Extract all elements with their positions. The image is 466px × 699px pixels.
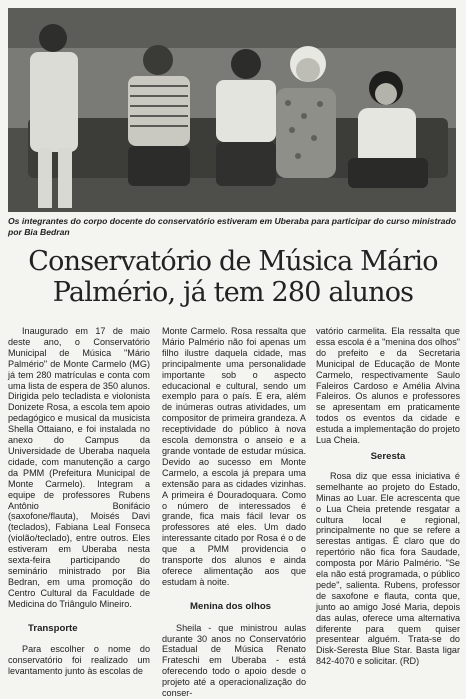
article-column-1 — [8, 326, 150, 677]
article-column-2 — [162, 326, 306, 699]
article-column-3 — [316, 326, 460, 667]
headline-line-2: Palmério, já tem 280 alunos — [52, 277, 414, 308]
group-photo-image — [8, 8, 456, 212]
news-photo — [8, 8, 456, 212]
article-paragraph: Inaugurado em 17 de maio deste ano, o Conservatório Municipal de Música "Mário Palmério" de Monte Carmelo (MG) já tem 280 matrículas e conta com uma lista de espera de 350 alunos. Dirigida pelo tecladista e violonista Donizete Rosa, a escola tem apoio pedagógico e musical da musicista Shella Ottaiano, e foi instalada no anexo do Campus da Universidade de Uberaba naquela cidade, com manutenção a cargo da PMM (Prefeitura Municipal de Monte Carmelo). Integram a equipe de professores Rubens Antônio Bonifácio (saxofone/flauta), Moisés Davi (teclados), Fabiana Leal Fonseca (violão/teclado), entre outros. Eles estiveram em Uberaba nesta sexta-feira participando do seminário ministrado por Bia Bedran, em uma promoção do Centro Cultural da Faculdade de Medicina do Triângulo Mineiro. — [8, 326, 150, 609]
article-paragraph: Para escolher o nome do conservatório foi realizado um levantamento junto às escolas de — [8, 644, 150, 677]
article-paragraph: Monte Carmelo. Rosa ressalta que Mário Palmério não foi apenas um filho ilustre daquela cidade, mas principalmente uma personalidade importante sob o aspecto educacional e cultural, sendo um exemplo para o país. E era, além de inúmeras outras atividades, um compositor de primeira grandeza. A receptividade do público à nova escola demonstra o anseio e a grande vontade de estudar música. Devido ao sucesso em Monte Carmelo, a escola já prepara uma extensão para as cidades vizinhas. A primeira é Douradoquara. Como o número de interessados é grande, fica mais fácil levar os professores até eles. Um dado interessante citado por Rosa é o de que a PMM providencia o transporte dos alunos e ainda oferece alimentação aos que estudam à noite. — [162, 326, 306, 587]
subheading-transporte: Transporte — [28, 622, 78, 634]
article-paragraph: Rosa diz que essa iniciativa é semelhante ao projeto do Estado, Minas ao Luar. Ele acrescenta que o Lua Cheia pretende resgatar a cultura local e regional, principalmente no que se refere a serestas antigas. É claro que do repertório não fica fora Saudade, composta por Mário Palmério. "Se ela não está programada, o público pede", salienta. Rubens, professor de saxofone e flauta, conta que, junto ao amigo José Maria, depois das aulas, oferece uma alternativa diferente para quem quiser presentear alguém. Trata-se do Disk-Seresta Blue Star. Basta ligar 842-4070 e solicitar. (RD) — [316, 470, 460, 667]
article-paragraph: Sheila - que ministrou aulas durante 30 anos no Conservatório Estadual de Música Renato Frateschi em Uberaba - está oferecendo todo o apoio desde o projeto até a operacionalização do conser- — [162, 622, 306, 699]
subheading-seresta: Seresta — [370, 450, 406, 462]
subheading-menina-dos-olhos: Menina dos olhos — [190, 600, 272, 612]
article-paragraph: vatório carmelita. Ela ressalta que essa escola é a "menina dos olhos" do prefeito e da Secretaria Municipal de Educação de Monte Carmelo, respectivamente Saulo Faleiros Cardoso e Amélia Alvina Faleiros. Os alunos e professores se apresentam em praticamente todos os eventos da cidade e estuda a implementação do projeto Lua Cheia. — [316, 326, 460, 446]
photo-caption: Os integrantes do corpo docente do conservatório estiveram em Uberaba para participar do curso ministrado por Bia Bedran — [8, 216, 456, 237]
headline-line-1: Conservatório de Música Mário — [28, 246, 438, 277]
article-headline — [8, 246, 458, 308]
